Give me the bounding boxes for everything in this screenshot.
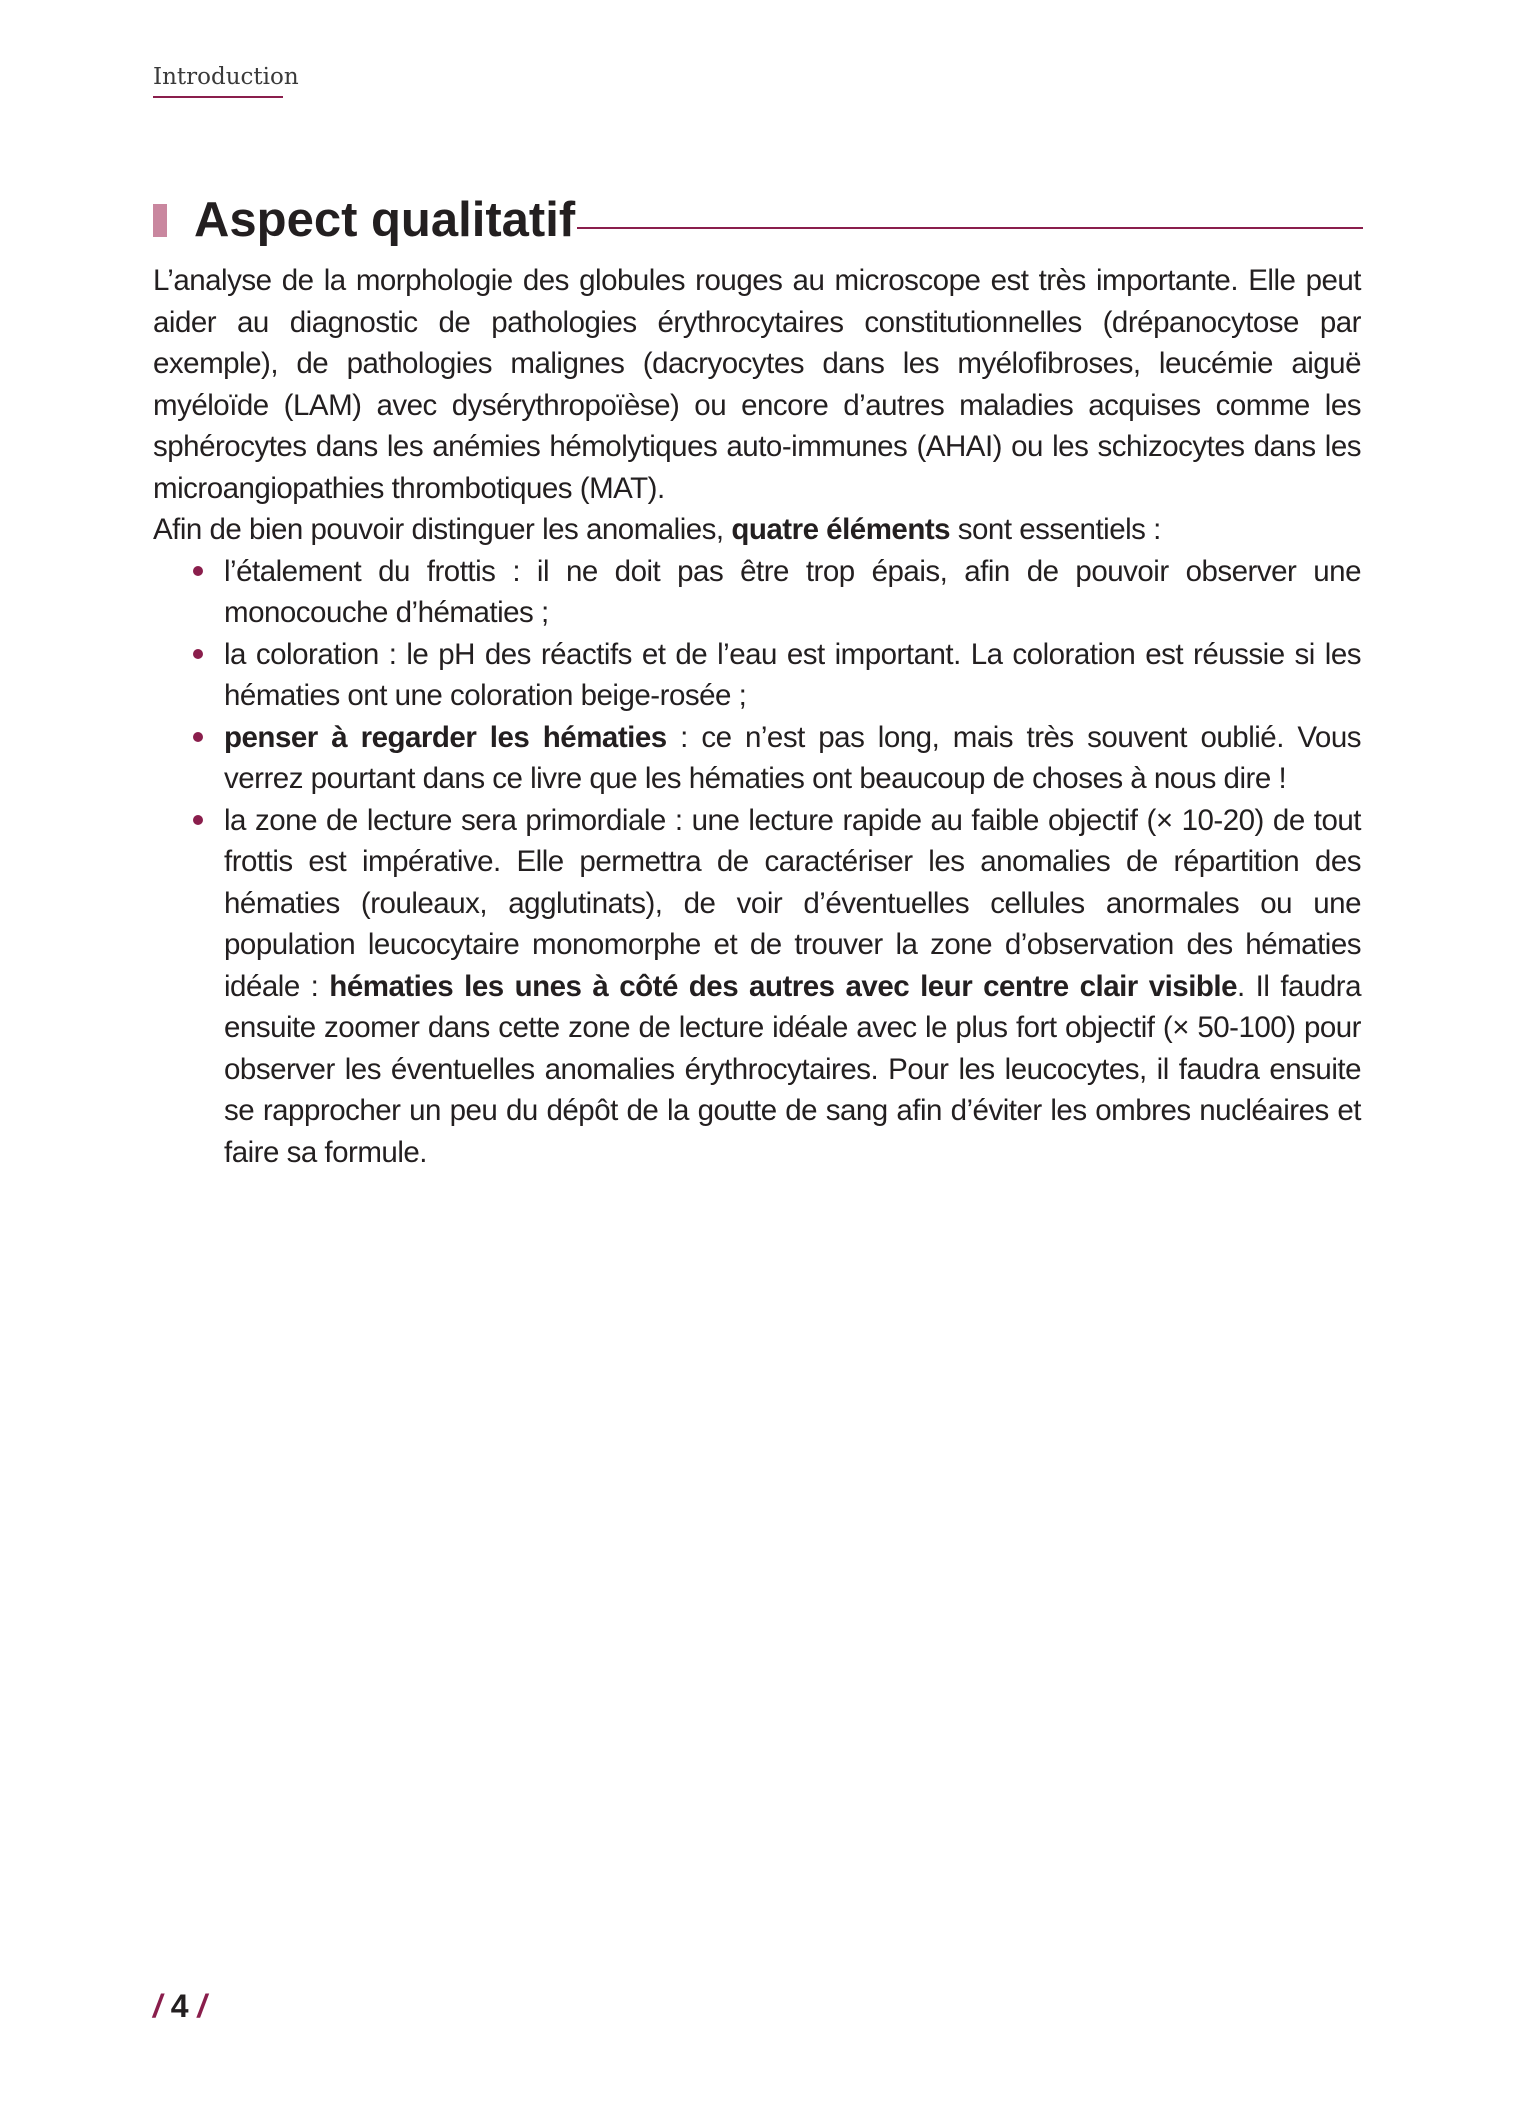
heading-marker-bar [153,204,167,237]
body-text [153,260,1361,1173]
bullet-bold: hématies les unes à côté des autres avec leur centre clair visible [329,969,1238,1003]
page-number [153,1988,206,2025]
bullet-item-regarder [224,717,1361,800]
bullet-dot-icon [193,732,203,742]
bullet-list [153,551,1361,1174]
bullet-dot-icon [193,649,203,659]
intro-paragraph: L’analyse de la morphologie des globules rouges au microscope est très importante. Elle peut aider au diagnostic de pathologies érythrocytaires constitutionnelles (drépanocytose par exemple), de pathologies malignes (dacryocytes dans les myélofibroses, leucémie aiguë myéloïde (LAM) avec dysérythropoïèse) ou encore d’autres maladies acquises comme les sphérocytes dans les anémies hémolytiques auto-immunes (AHAI) ou les schizocytes dans les microangiopathies thrombotiques (MAT). [153,264,1361,505]
bullet-item-coloration [224,634,1361,717]
bullet-item-etalement [224,551,1361,634]
bullet-dot-icon [193,815,203,825]
section-title: Aspect qualitatif [194,193,576,247]
page-number-value: 4 [170,1988,189,2024]
running-head-underline [153,96,283,98]
section-heading [153,190,1363,250]
bullet-text-before: la zone de lecture sera primordiale : une lecture rapide au faible objectif (× 10-20) de tout frottis est impérative. Elle permettra de caractériser les anomalies de répartition des hématies (rouleaux, agglutinats), de voir d’éventuelles cellules anormales ou une population leucocytaire monomorphe et de trouver la zone d’observation des hématies idéale : [224,803,1361,1003]
lead-in-paragraph [153,509,1361,551]
bullet-bold: penser à regarder les hématies [224,720,667,754]
bullet-text-after: . Il faudra ensuite zoomer dans cette zone de lecture idéale avec le plus fort objectif (× 50-100) pour observer les éventuelles anomalies érythrocytaires. Pour les leucocytes, il faudra ensuite se rapprocher un peu du dépôt de la goutte de sang afin d’éviter les ombres nucléaires et faire sa formule. [224,969,1362,1169]
lead-in-before: Afin de bien pouvoir distinguer les anomalies, [153,513,732,546]
bullet-text: l’étalement du frottis : il ne doit pas être trop épais, afin de pouvoir observer une monocouche d’hématies ; [224,554,1361,629]
running-head: Introduction [153,64,299,90]
page-number-slash-left: / [153,1988,162,2024]
lead-in-after: sont essentiels : [950,513,1161,546]
page-number-slash-right: / [197,1988,207,2024]
bullet-item-zone-lecture [224,800,1361,1174]
heading-rule [577,227,1363,229]
bullet-dot-icon [193,566,203,576]
lead-in-bold: quatre éléments [731,513,951,546]
bullet-text: la coloration : le pH des réactifs et de l’eau est important. La coloration est réussie si les hématies ont une coloration beige-rosée ; [224,637,1361,712]
bullet-text-after: : ce n’est pas long, mais très souvent oublié. Vous verrez pourtant dans ce livre que les hématies ont beaucoup de choses à nous dire ! [224,720,1361,795]
